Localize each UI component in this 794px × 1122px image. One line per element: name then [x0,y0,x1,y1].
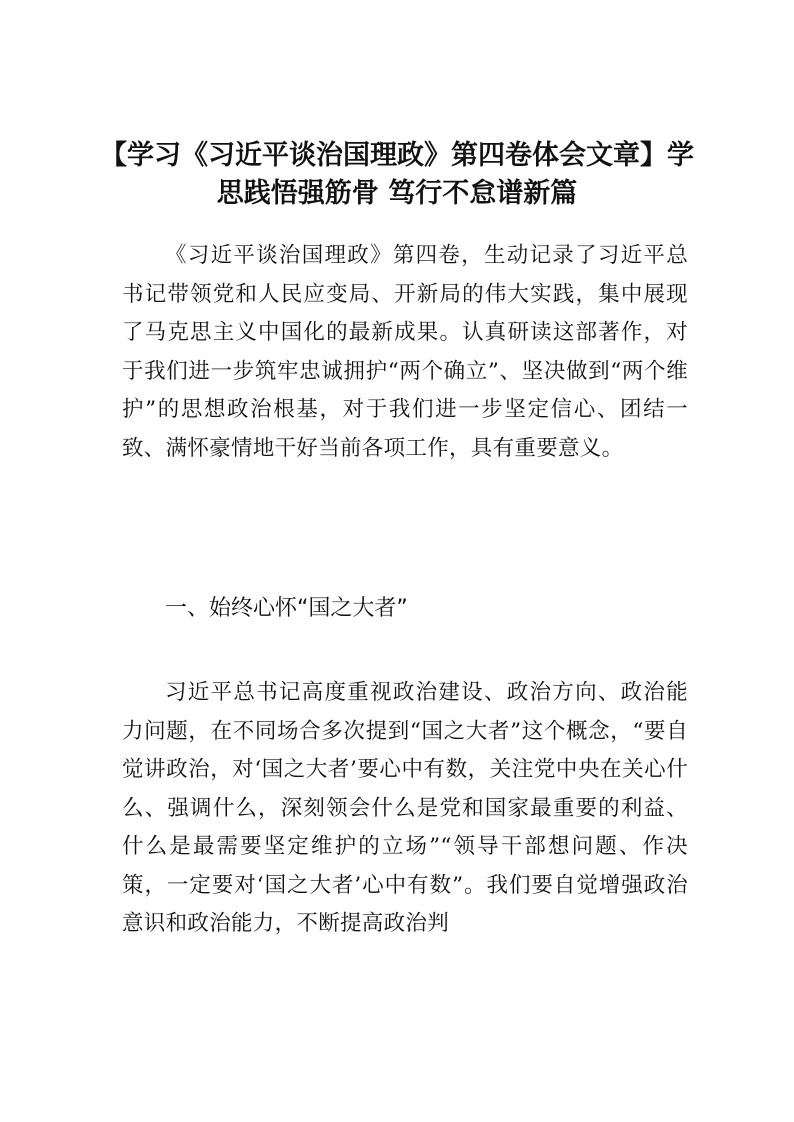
document-title: 【学习《习近平谈治国理政》第四卷体会文章】学思践悟强筋骨 笃行不怠谱新篇 [100,140,694,209]
section-heading: 一、始终心怀“国之大者” [165,596,408,621]
body-paragraph: 习近平总书记高度重视政治建设、政治方向、政治能力问题，在不同场合多次提到“国之大者”这个概念，“要自觉讲政治，对‘国之大者’要心中有数，关注党中央在关心什么、强调什么，深刻领会什么是党和国家最重要的利益、什么是最需要坚定维护的立场”“领导干部想问题、作决策，一定要对‘国之大者’心中有数”。我们要自觉增强政治意识和政治能力，不断提高政治判 [122,680,688,936]
intro-paragraph: 《习近平谈治国理政》第四卷，生动记录了习近平总书记带领党和人民应变局、开新局的伟大实践，集中展现了马克思主义中国化的最新成果。认真研读这部著作，对于我们进一步筑牢忠诚拥护“两个确立”、坚决做到“两个维护”的思想政治根基，对于我们进一步坚定信心、团结一致、满怀豪情地干好当前各项工作，具有重要意义。 [122,243,688,461]
